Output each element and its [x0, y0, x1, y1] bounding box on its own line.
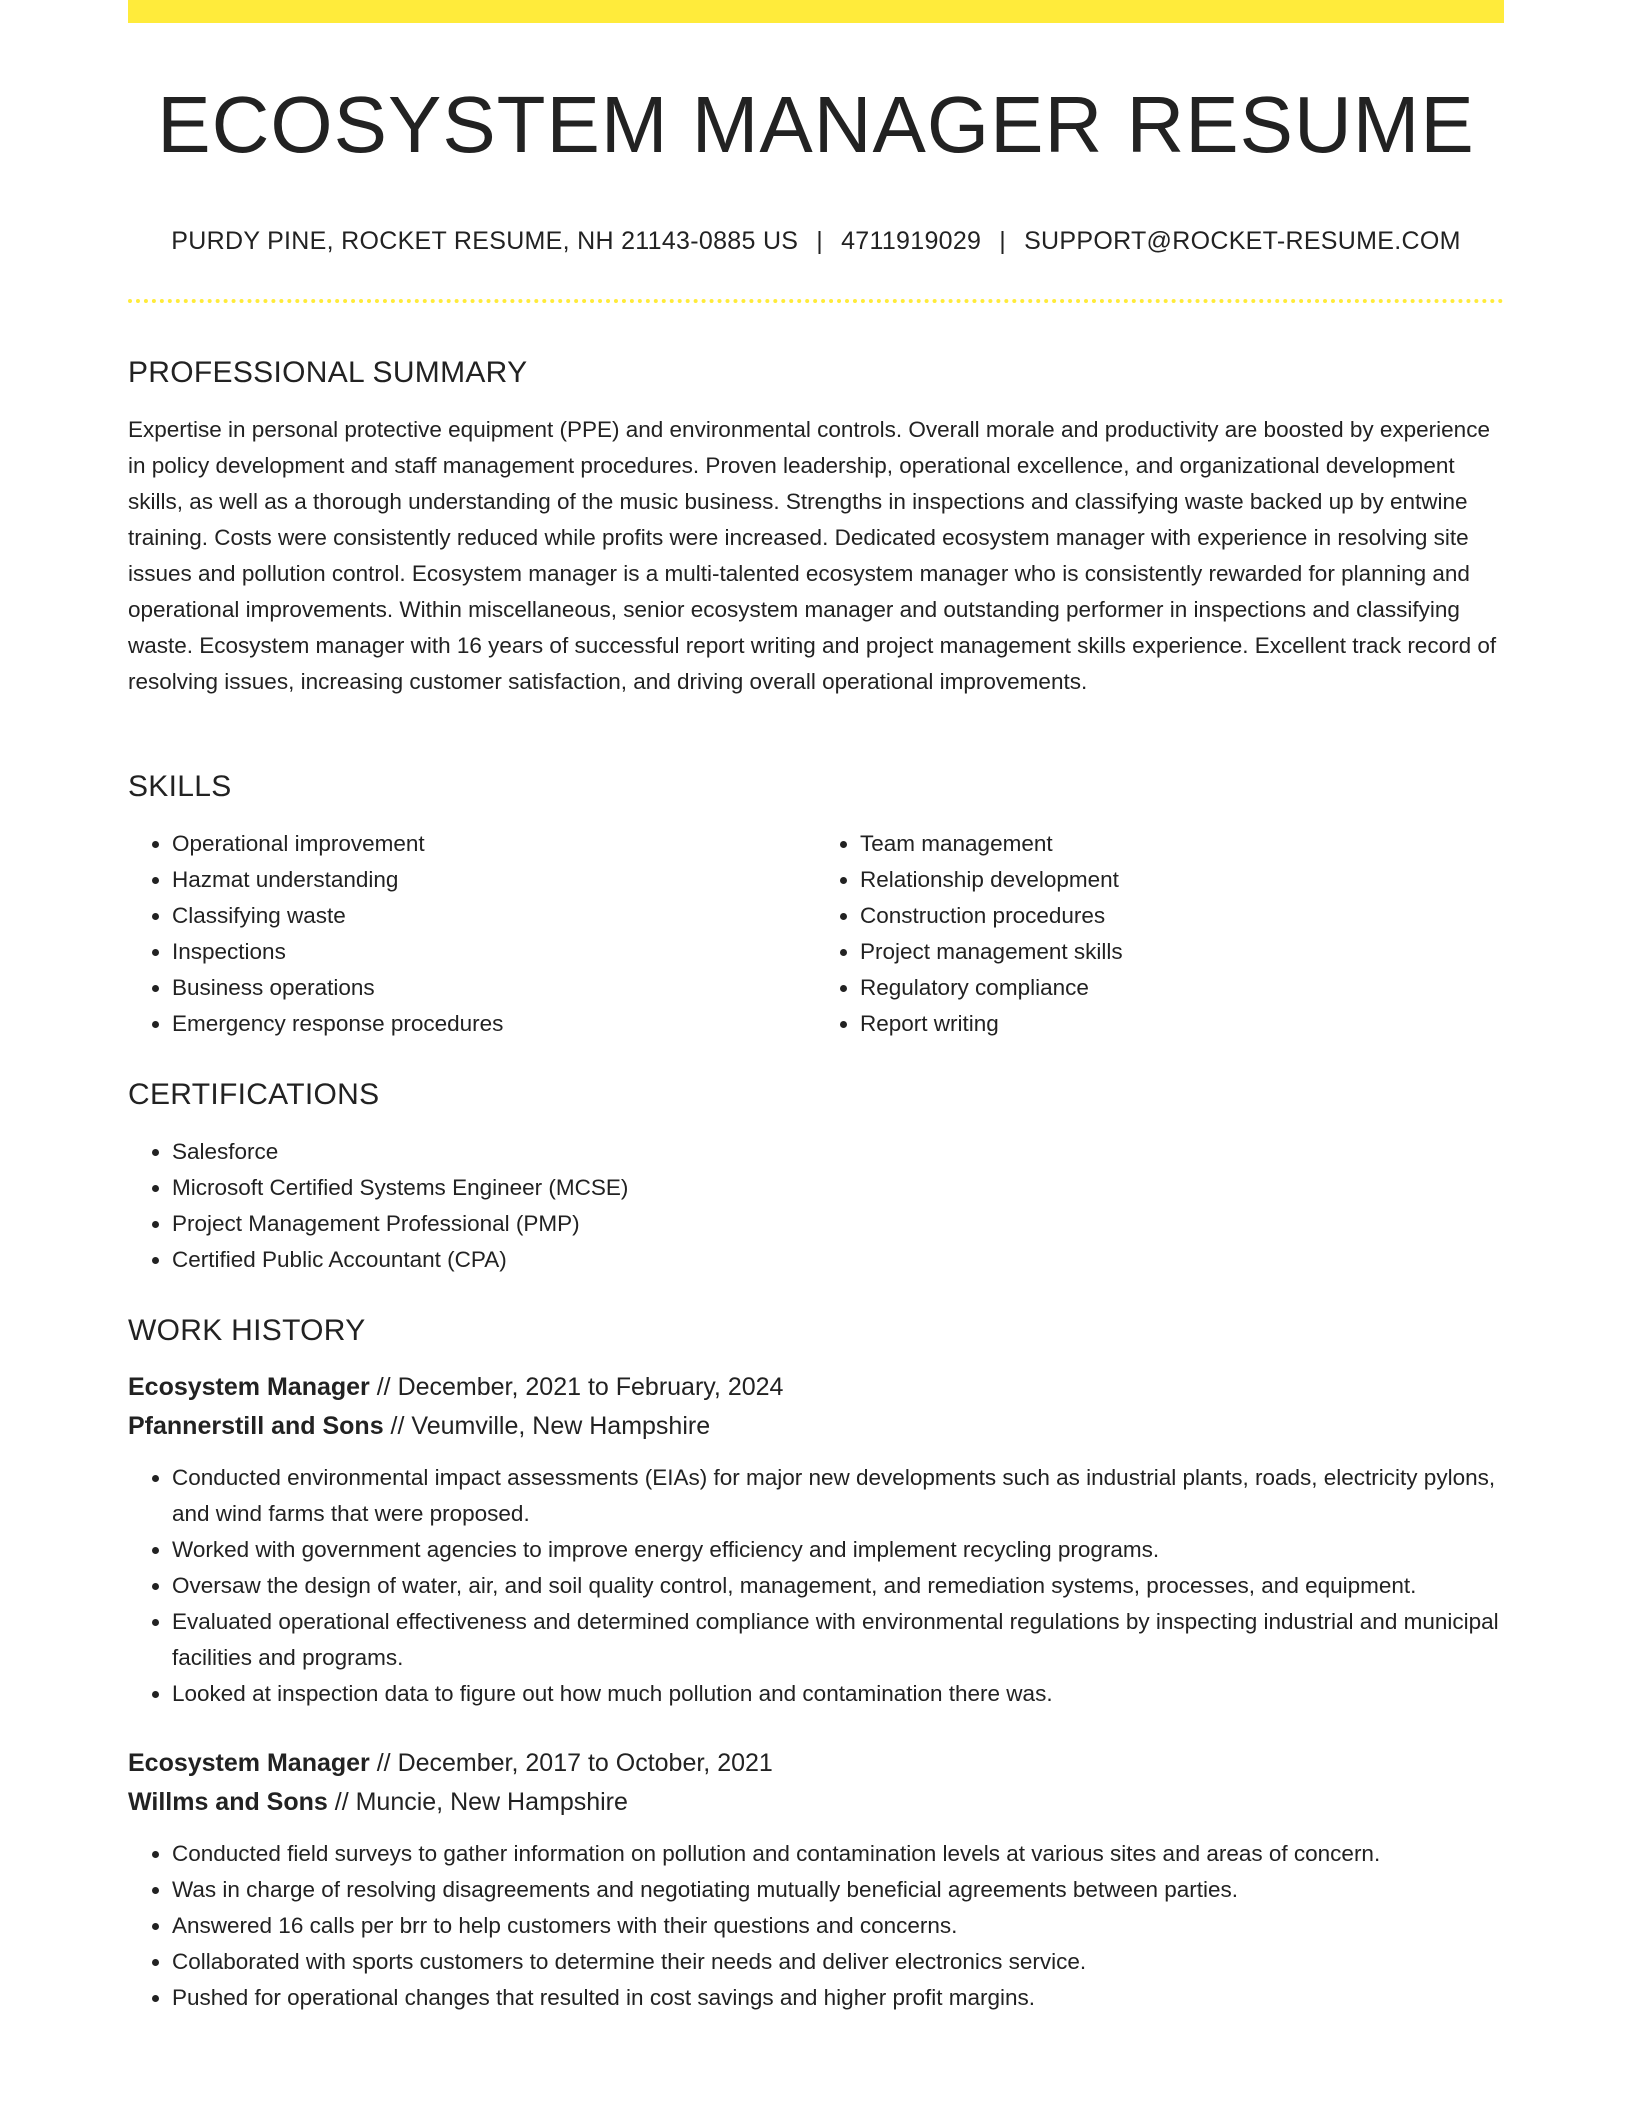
- job-bullet: • Worked with government agencies to improve energy efficiency and implement recycling programs.: [172, 1532, 1504, 1568]
- work-history-section: [128, 1314, 1504, 2016]
- job-entry: [128, 1368, 1504, 1712]
- summary-text: Expertise in personal protective equipment (PPE) and environmental controls. Overall morale and productivity are boosted by experience in policy development and staff management procedures. Proven leadership, operational excellence, and organizational development skills, as well as a thorough understanding of the music business. Strengths in inspections and classifying waste backed up by entwine training. Costs were consistently reduced while profits were increased. Dedicated ecosystem manager with experience in resolving site issues and pollution control. Ecosystem manager is a multi-talented ecosystem manager who is consistently rewarded for planning and operational improvements. Within miscellaneous, senior ecosystem manager and outstanding performer in inspections and classifying waste. Ecosystem manager with 16 years of successful report writing and project management skills experience. Excellent track record of resolving issues, increasing customer satisfaction, and driving overall operational improvements.: [128, 417, 1497, 694]
- job-location: // Muncie, New Hampshire: [327, 1788, 628, 1816]
- certifications-list: [128, 1134, 1504, 1278]
- skill-item: • Regulatory compliance: [860, 970, 1504, 1006]
- job-location: // Veumville, New Hampshire: [383, 1412, 711, 1440]
- skill-item: • Construction procedures: [860, 898, 1504, 934]
- skill-item: • Team management: [860, 826, 1504, 862]
- certifications-heading: CERTIFICATIONS: [128, 1078, 380, 1111]
- job-bullet: • Collaborated with sports customers to determine their needs and deliver electronics service.: [172, 1944, 1504, 1980]
- top-accent-bar: [128, 0, 1504, 23]
- contact-phone: 4711919029: [841, 227, 982, 255]
- contact-separator: |: [816, 227, 824, 255]
- skill-item: • Classifying waste: [172, 898, 816, 934]
- job-company: Pfannerstill and Sons: [128, 1412, 384, 1440]
- skills-list-left: [128, 826, 816, 1042]
- skill-item: • Business operations: [172, 970, 816, 1006]
- job-entry: [128, 1744, 1504, 2016]
- contact-separator: |: [999, 227, 1007, 255]
- certification-item: • Microsoft Certified Systems Engineer (MCSE): [172, 1170, 1504, 1206]
- job-bullet: • Was in charge of resolving disagreements and negotiating mutually beneficial agreements between parties.: [172, 1872, 1504, 1908]
- certifications-section: [128, 1078, 1504, 1278]
- resume-page: [128, 0, 1504, 2010]
- summary-heading: PROFESSIONAL SUMMARY: [128, 356, 528, 389]
- skill-item: • Report writing: [860, 1006, 1504, 1042]
- certification-item: • Salesforce: [172, 1134, 1504, 1170]
- job-bullet: • Looked at inspection data to figure out how much pollution and contamination there was.: [172, 1676, 1504, 1712]
- page-title: ECOSYSTEM MANAGER RESUME: [157, 80, 1475, 169]
- job-dates: // December, 2021 to February, 2024: [369, 1373, 784, 1401]
- skill-item: • Project management skills: [860, 934, 1504, 970]
- work-history-heading: WORK HISTORY: [128, 1314, 366, 1347]
- job-bullets: [128, 1460, 1504, 1712]
- contact-line: [128, 227, 1504, 256]
- job-bullets: [128, 1836, 1504, 2016]
- job-bullet: • Answered 16 calls per brr to help customers with their questions and concerns.: [172, 1908, 1504, 1944]
- certification-item: • Project Management Professional (PMP): [172, 1206, 1504, 1242]
- skills-section: [128, 770, 1504, 1042]
- skills-heading: SKILLS: [128, 770, 232, 803]
- job-title-line: [128, 1744, 1504, 1783]
- job-title: Ecosystem Manager: [128, 1373, 370, 1401]
- skill-item: • Relationship development: [860, 862, 1504, 898]
- skill-item: • Emergency response procedures: [172, 1006, 816, 1042]
- job-bullet: • Evaluated operational effectiveness and determined compliance with environmental regulations by inspecting industrial and municipal facilities and programs.: [172, 1604, 1504, 1676]
- job-title: Ecosystem Manager: [128, 1749, 370, 1777]
- skill-item: • Operational improvement: [172, 826, 816, 862]
- dotted-divider: [128, 299, 1504, 303]
- job-dates: // December, 2017 to October, 2021: [369, 1749, 773, 1777]
- job-company: Willms and Sons: [128, 1788, 328, 1816]
- job-bullet: • Oversaw the design of water, air, and soil quality control, management, and remediation systems, processes, and equipment.: [172, 1568, 1504, 1604]
- contact-email: SUPPORT@ROCKET-RESUME.COM: [1024, 227, 1461, 255]
- job-title-line: [128, 1368, 1504, 1407]
- job-company-line: [128, 1783, 1504, 1822]
- certification-item: • Certified Public Accountant (CPA): [172, 1242, 1504, 1278]
- skill-item: • Hazmat understanding: [172, 862, 816, 898]
- job-company-line: [128, 1407, 1504, 1446]
- summary-section: [128, 356, 1504, 700]
- skills-list-right: [816, 826, 1504, 1042]
- skills-columns: [128, 826, 1504, 1042]
- skill-item: • Inspections: [172, 934, 816, 970]
- job-bullet: • Conducted environmental impact assessments (EIAs) for major new developments such as industrial plants, roads, electricity pylons, and wind farms that were proposed.: [172, 1460, 1504, 1532]
- job-bullet: • Conducted field surveys to gather information on pollution and contamination levels at various sites and areas of concern.: [172, 1836, 1504, 1872]
- contact-address: PURDY PINE, ROCKET RESUME, NH 21143-0885 US: [171, 227, 799, 255]
- job-bullet: • Pushed for operational changes that resulted in cost savings and higher profit margins.: [172, 1980, 1504, 2016]
